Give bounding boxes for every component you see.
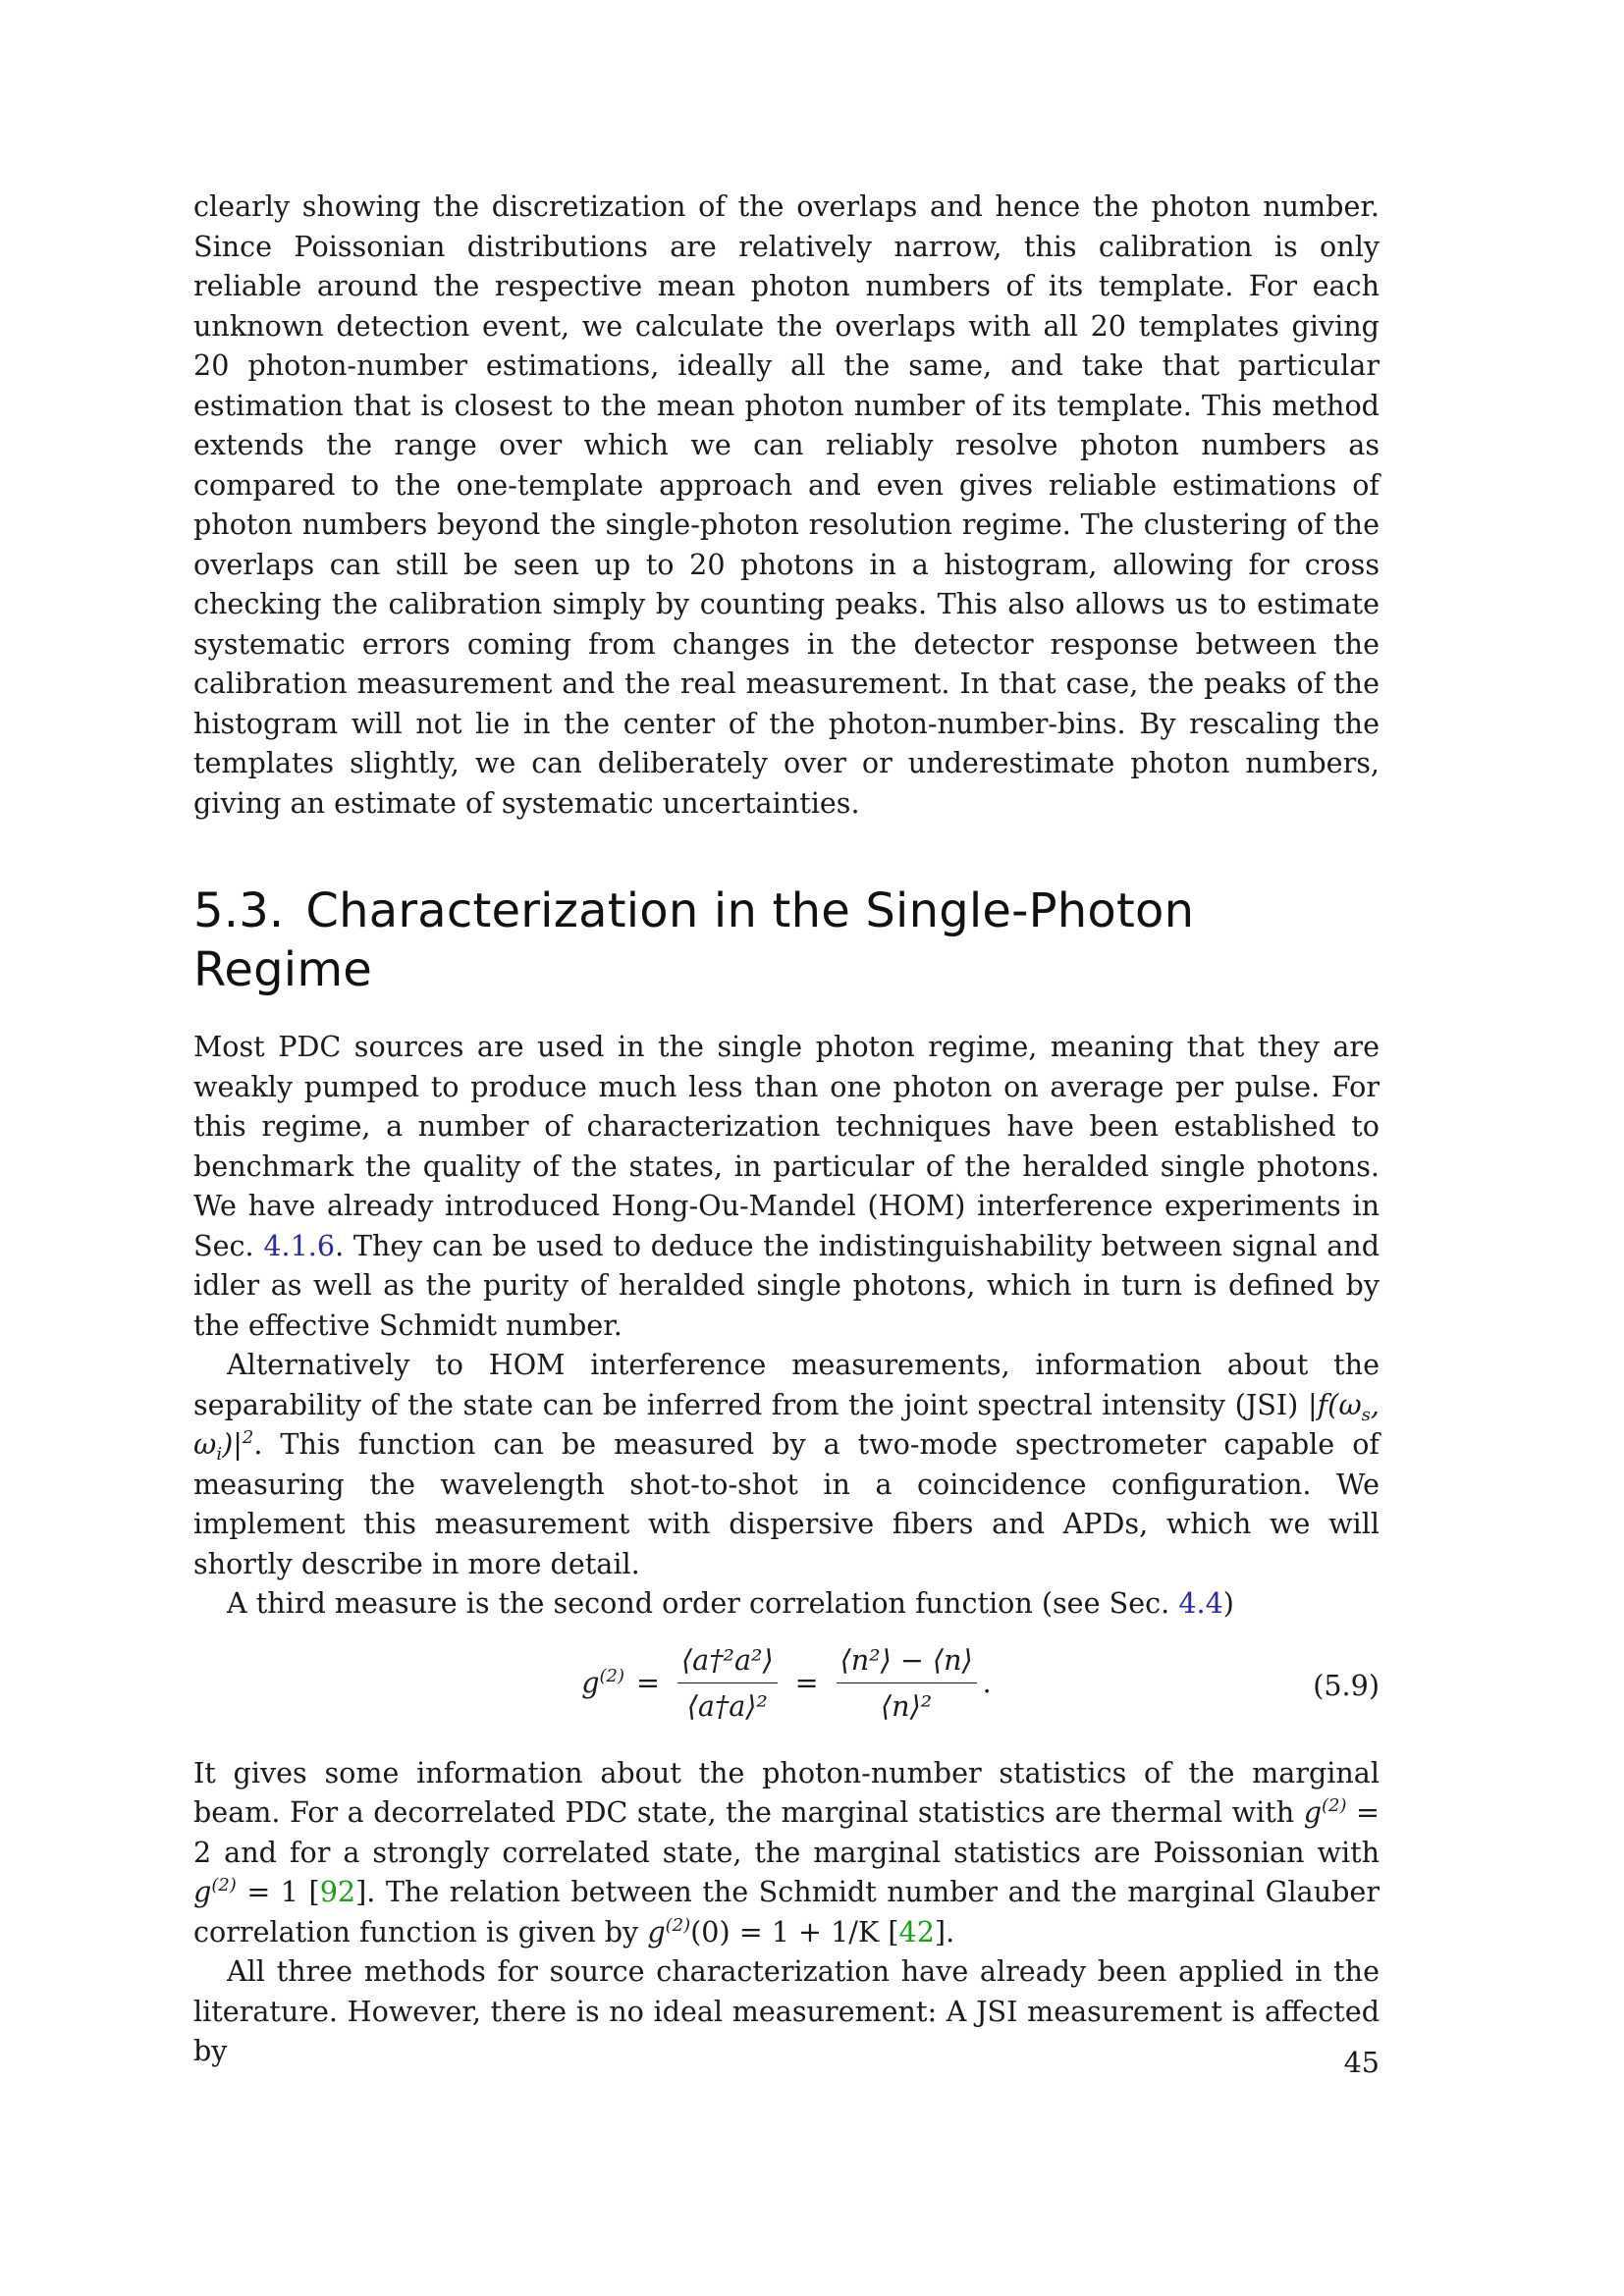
math-run: g (193, 1875, 212, 1908)
fraction-numerator: ⟨a†²a²⟩ (677, 1641, 778, 1683)
text-run: . They can be used to deduce the indistinguishability between signal and idler as well as the purity of heralded single photons, which in turn is defined by the effective Schmidt number. (193, 1228, 1380, 1342)
math-superscript: (2) (211, 1875, 237, 1896)
section-title: Characterization in the Single-Photon Regime (193, 883, 1195, 997)
text-run: . This function can be measured by a two-mode spectrometer capable of measuring the wavelength shot-to-shot in a coincidence configuration. We implement this measurement with dispersive fibers and APDs, which we will shortly describe in more detail. (193, 1427, 1380, 1580)
text-run: [ (879, 1914, 899, 1949)
body-paragraph-6: All three methods for source characterization have already been applied in the literature. However, there is no ideal measurement: A JSI measurement is affected by (193, 1954, 1380, 2067)
text-run: It gives some information about the photon-number statistics of the marginal beam. For a decorrelated PDC state, the marginal statistics are thermal with (193, 1755, 1380, 1829)
text-run: Most PDC sources are used in the single photon regime, meaning that they are weakly pumped to produce much less than one photon on average per pulse. For this regime, a number of characterization techniques have been established to benchmark the quality of the states, in particular of the heralded single photons. We have already introduced Hong-Ou-Mandel (HOM) interference experiments in Sec. (193, 1030, 1380, 1262)
text-run: ]. The relation between the Schmidt number and the marginal Glauber correlation function is given by (193, 1875, 1380, 1949)
math-run: , ω (193, 1387, 1380, 1461)
equation-period: . (982, 1666, 992, 1699)
math-superscript: (2) (665, 1914, 691, 1936)
fraction-denominator: ⟨a†a⟩² (686, 1688, 768, 1723)
math-run: g (1303, 1795, 1323, 1829)
fraction-2 (837, 1641, 977, 1725)
body-paragraph-4 (193, 1583, 1380, 1624)
inline-math (647, 1915, 690, 1949)
text-run: ]. (934, 1914, 955, 1949)
body-paragraph-3 (193, 1345, 1380, 1583)
text-run: A third measure is the second order correlation function (see Sec. (227, 1586, 1179, 1620)
page-number: 45 (1343, 2046, 1380, 2079)
section-number: 5.3. (193, 883, 285, 938)
section-reference-link[interactable]: 4.4 (1178, 1586, 1223, 1620)
math-superscript: (2) (1322, 1795, 1347, 1816)
fraction-1 (677, 1641, 778, 1725)
equals-sign: = (636, 1666, 660, 1699)
text-run: Alternatively to HOM interference measurements, information about the separability of the state can be inferred from the joint spectral intensity (JSI) (193, 1348, 1380, 1421)
math-run: )| (222, 1427, 243, 1461)
body-paragraph-2 (193, 1027, 1380, 1345)
equation-body (193, 1641, 1380, 1725)
math-run: |f(ω (1307, 1387, 1362, 1421)
fraction-numerator: ⟨n²⟩ − ⟨n⟩ (837, 1641, 977, 1683)
math-run: = 1 (236, 1875, 299, 1908)
math-run: (0) = 1 + 1/K (690, 1914, 880, 1949)
text-run: ) (1222, 1586, 1234, 1620)
section-heading (193, 881, 1380, 999)
math-superscript: 2 (242, 1427, 254, 1448)
inline-math (1304, 1795, 1347, 1829)
math-subscript: i (216, 1444, 223, 1465)
equation-number: (5.9) (1313, 1668, 1380, 1702)
math-superscript: (2) (599, 1666, 625, 1686)
text-run: [ (298, 1875, 320, 1908)
fraction-denominator: ⟨n⟩² (881, 1688, 933, 1723)
math-run: = 2 (193, 1795, 1380, 1869)
display-equation (193, 1631, 1380, 1747)
citation-link[interactable]: 92 (319, 1875, 356, 1908)
math-run: g (581, 1666, 600, 1699)
equation-lhs (581, 1666, 624, 1699)
section-reference-link[interactable]: 4.1.6 (263, 1228, 336, 1262)
page-content (193, 187, 1380, 2071)
math-run: g (647, 1914, 666, 1949)
math-subscript: s (1361, 1404, 1371, 1425)
body-paragraph-1: clearly showing the discretization of the overlaps and hence the photon number. Since Poissonian distributions are relatively narrow, this calibration is only reliable around the respective mean photon numbers of its template. For each unknown detection event, we calculate the overlaps with all 20 templates giving 20 photon-number estimations, ideally all the same, and take that particular estimation that is closest to the mean photon number of its template. This method extends the range over which we can reliably resolve photon numbers as compared to the one-template approach and even gives reliable estimations of photon numbers beyond the single-photon resolution regime. The clustering of the overlaps can still be seen up to 20 photons in a histogram, allowing for cross checking the calibration simply by counting peaks. This also allows us to estimate systematic errors coming from changes in the detector response between the calibration measurement and the real measurement. In that case, the peaks of the histogram will not lie in the center of the photon-number-bins. By rescaling the templates slightly, we can deliberately over or underestimate photon numbers, giving an estimate of systematic uncertainties. (193, 189, 1380, 820)
citation-link[interactable]: 42 (898, 1914, 935, 1949)
text-run: and for a strongly correlated state, the marginal statistics are Poissonian with (211, 1835, 1380, 1869)
inline-math (193, 1875, 237, 1908)
equals-sign: = (794, 1666, 819, 1699)
body-paragraph-5 (193, 1753, 1380, 1952)
